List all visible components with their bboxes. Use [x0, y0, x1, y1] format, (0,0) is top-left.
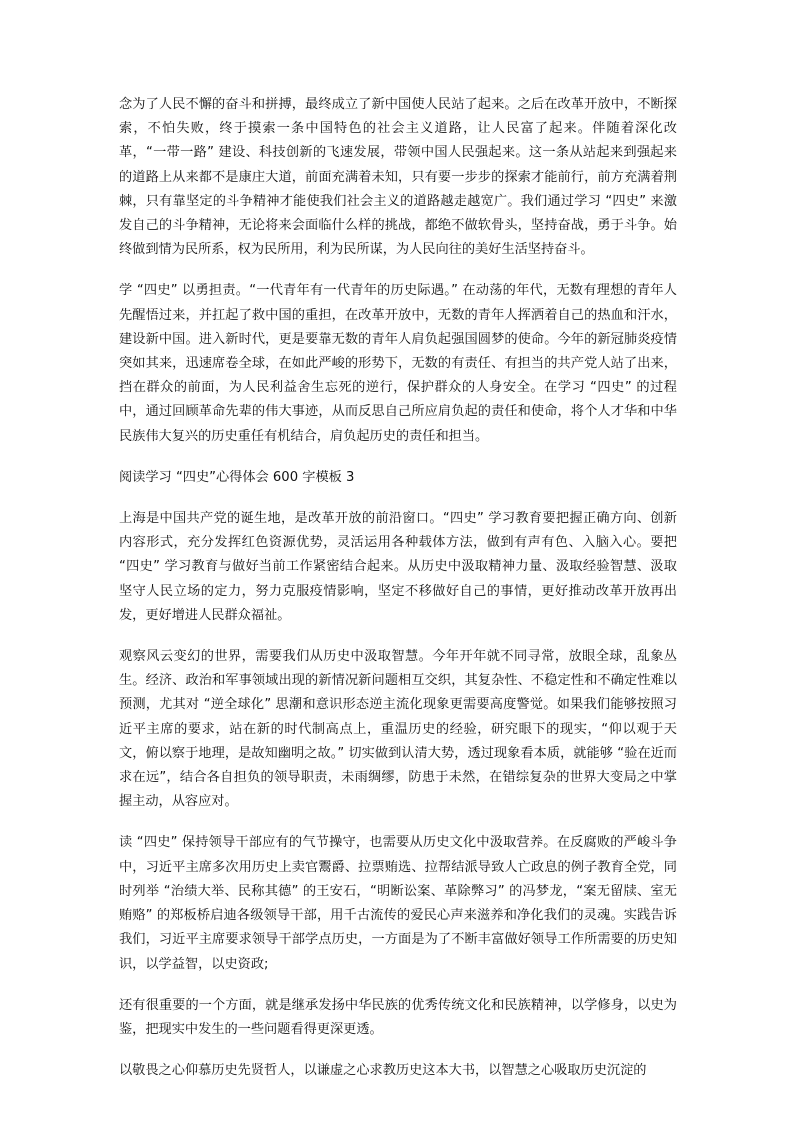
document-page: [119, 93, 677, 1100]
body-paragraph-2: 学 “四史” 以勇担责。“一代青年有一代青年的历史际遇。” 在动荡的年代，无数有理想的青年人先醒悟过来，并扛起了救中国的重担，在改革开放中，无数的青年人挥洒着自己的热血和汗水，建设新中国。进入新时代，更是要靠无数的青年人肩负起强国圆梦的使命。今年的新冠肺炎疫情突如其来，迅速席卷全球，在如此严峻的形势下，无数的有责任、有担当的共产党人站了出来，挡在群众的前面，为人民利益舍生忘死的逆行，保护群众的人身安全。在学习 “四史” 的过程中，通过回顾革命先辈的伟大事迹，从而反思自己所应肩负起的责任和使命，将个人才华和中华民族伟大复兴的历史重任有机结合，肩负起历史的责任和担当。: [119, 283, 677, 444]
section-paragraph-3: 读 “四史” 保持领导干部应有的气节操守，也需要从历史文化中汲取营养。在反腐败的严峻斗争中，习近平主席多次用历史上卖官鬻爵、拉票贿选、拉帮结派导致人亡政息的例子教育全党，同时列举 “治绩大举、民称其德” 的王安石，“明断讼案、革除弊习” 的冯梦龙，“案无留牍、室无贿赂” 的郑板桥启迪各级领导干部，用千古流传的爱民心声来滋养和净化我们的灵魂。实践告诉我们，习近平主席要求领导干部学点历史，一方面是为了不断丰富做好领导工作所需要的历史知识，以学益智，以史资政;: [119, 835, 677, 972]
body-paragraph-1: 念为了人民不懈的奋斗和拼搏，最终成立了新中国使人民站了起来。之后在改革开放中，不断探索，不怕失败，终于摸索一条中国特色的社会主义道路，让人民富了起来。伴随着深化改革，“一带一路” 建设、科技创新的飞速发展，带领中国人民强起来。这一条从站起来到强起来的道路上从来都不是康庄大道，前面充满着未知，只有要一步步的探索才能前行，前方充满着荆棘，只有靠坚定的斗争精神才能使我们社会主义的道路越走越宽广。我们通过学习 “四史” 来激发自己的斗争精神，无论将来会面临什么样的挑战，都绝不做软骨头，坚持奋战，勇于斗争。始终做到情为民所系，权为民所用，利为民所谋，为人民向往的美好生活坚持奋斗。: [119, 97, 677, 258]
section-paragraph-1: 上海是中国共产党的诞生地，是改革开放的前沿窗口。“四史” 学习教育要把握正确方向、创新内容形式，充分发挥红色资源优势，灵活运用各种载体方法，做到有声有色、入脑入心。要把 “四史” 学习教育与做好当前工作紧密结合起来。从历史中汲取精神力量、汲取经验智慧、汲取坚守人民立场的定力，努力克服疫情影响，坚定不移做好自己的事情，更好推动改革开放再出发，更好增进人民群众福祉。: [119, 511, 677, 623]
section-paragraph-2: 观察风云变幻的世界，需要我们从历史中汲取智慧。今年开年就不同寻常，放眼全球，乱象丛生。经济、政治和军事领域出现的新情况新问题相互交织，其复杂性、不稳定性和不确定性难以预测，尤其对 “逆全球化” 思潮和意识形态逆主流化现象更需要高度警觉。如果我们能够按照习近平主席的要求，站在新的时代制高点上，重温历史的经验，研究眼下的现实，“仰以观于天文，俯以察于地理，是故知幽明之故。” 切实做到认清大势，透过现象看本质，就能够 “验在近而求在远”，结合各自担负的领导职责，未雨绸缪，防患于未然，在错综复杂的世界大变局之中掌握主动，从容应对。: [119, 649, 677, 810]
section-paragraph-5: 以敬畏之心仰慕历史先贤哲人，以谦虚之心求教历史这本大书，以智慧之心吸取历史沉淀的: [119, 1063, 647, 1079]
section-heading: 阅读学习 “四史”心得体会 600 字模板 3: [119, 469, 355, 485]
section-paragraph-4: 还有很重要的一个方面，就是继承发扬中华民族的优秀传统文化和民族精神，以学修身，以史为鉴，把现实中发生的一些问题看得更深更透。: [119, 997, 677, 1037]
